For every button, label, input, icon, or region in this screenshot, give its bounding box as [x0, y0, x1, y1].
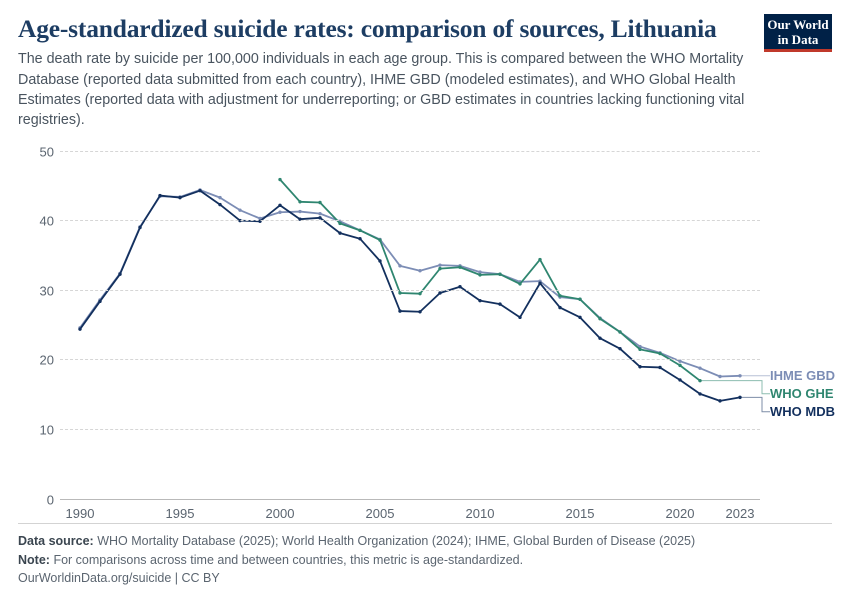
- series-point: [418, 310, 421, 313]
- series-point: [118, 272, 121, 275]
- x-axis-tick-label: 1995: [165, 505, 195, 521]
- series-point: [558, 305, 561, 308]
- series-point: [698, 392, 701, 395]
- x-axis-tick-label: 2000: [265, 505, 295, 521]
- gridline: [39, 213, 760, 229]
- x-axis-tick-label: 2010: [465, 505, 495, 521]
- series-point: [478, 298, 481, 301]
- series-point: [298, 209, 301, 212]
- series-point: [698, 366, 701, 369]
- series-point: [138, 225, 141, 228]
- series-point: [398, 309, 401, 312]
- series-point: [578, 297, 581, 300]
- gridline: [39, 422, 760, 438]
- series-point: [538, 281, 541, 284]
- legend-item-who-mdb[interactable]: WHO MDB: [770, 404, 835, 420]
- series-point: [678, 378, 681, 381]
- series-point: [638, 365, 641, 368]
- y-axis-tick-label: 10: [39, 422, 54, 438]
- series-point: [278, 177, 281, 180]
- series-point: [438, 266, 441, 269]
- chart-header: [18, 14, 832, 131]
- logo-line-1: Our World: [767, 17, 829, 32]
- series-point: [638, 347, 641, 350]
- series-point: [398, 264, 401, 267]
- y-axis-tick-label: 0: [46, 492, 54, 507]
- series-point: [598, 317, 601, 320]
- series-point: [318, 216, 321, 219]
- chart-area: [18, 143, 835, 521]
- series-point: [498, 302, 501, 305]
- data-source-line: [18, 532, 832, 551]
- legend-connector: [740, 397, 770, 411]
- series-point: [678, 363, 681, 366]
- series-point: [178, 195, 181, 198]
- gridline: [39, 352, 760, 368]
- data-source-text: WHO Mortality Database (2025); World Health Organization (2024); IHME, Global Burden of Disease (2025): [97, 533, 696, 548]
- chart-subtitle: The death rate by suicide per 100,000 individuals in each age group. This is compared between the WHO Mortality Database (reported data submitted from each country), IHME GBD (modeled estimates), and WHO Global Health Estimates (reported data with adjustment for underreporting; or GBD estimates in countries lacking functioning vital registries).: [18, 51, 745, 129]
- series-point: [578, 315, 581, 318]
- source-url[interactable]: OurWorldinData.org/suicide | CC BY: [18, 571, 220, 586]
- series-point: [718, 374, 721, 377]
- x-axis-tick-label: 2023: [725, 505, 755, 521]
- series-point: [558, 294, 561, 297]
- x-axis-tick-label: 1990: [65, 505, 95, 521]
- owid-logo[interactable]: [764, 14, 832, 52]
- series-point: [438, 263, 441, 266]
- y-axis-tick-label: 30: [39, 283, 54, 299]
- series-point: [78, 327, 81, 330]
- series-point: [498, 272, 501, 275]
- series-point: [158, 193, 161, 196]
- series-point: [618, 346, 621, 349]
- series-point: [318, 211, 321, 214]
- series-point: [378, 259, 381, 262]
- gridline: [39, 283, 760, 299]
- note-line: [18, 551, 832, 570]
- legend-item-who-ghe[interactable]: WHO GHE: [770, 386, 834, 402]
- series-point: [378, 238, 381, 241]
- logo-line-2: in Data: [777, 31, 819, 47]
- series-point: [358, 228, 361, 231]
- series-point: [458, 265, 461, 268]
- series-point: [518, 315, 521, 318]
- x-axis-tick-label: 2005: [365, 505, 395, 521]
- note-text: For comparisons across time and between countries, this metric is age-standardized.: [53, 552, 524, 567]
- series-point: [658, 365, 661, 368]
- series-point: [338, 231, 341, 234]
- series-point: [198, 188, 201, 191]
- series-point: [278, 210, 281, 213]
- series-point: [538, 257, 541, 260]
- series-point: [598, 336, 601, 339]
- series-point: [518, 282, 521, 285]
- legend-connector: [700, 380, 770, 393]
- series-point: [218, 202, 221, 205]
- series-line: [80, 190, 740, 400]
- y-axis-tick-label: 40: [39, 213, 54, 229]
- series-point: [398, 291, 401, 294]
- series-point: [438, 291, 441, 294]
- chart-footer: [18, 523, 832, 588]
- x-axis-tick-label: 2015: [565, 505, 595, 521]
- series-point: [658, 351, 661, 354]
- gridline: [46, 492, 760, 507]
- legend-item-ihme-gbd[interactable]: IHME GBD: [770, 368, 835, 384]
- series-point: [478, 273, 481, 276]
- series-point: [338, 221, 341, 224]
- series-point: [358, 236, 361, 239]
- series-point: [458, 285, 461, 288]
- page-title: Age-standardized suicide rates: comparison of sources, Lithuania: [18, 14, 717, 43]
- chart-lines: [60, 151, 760, 499]
- series-point: [718, 399, 721, 402]
- y-axis-tick-label: 50: [39, 144, 54, 159]
- series-point: [418, 291, 421, 294]
- x-axis-tick-label: 2020: [665, 505, 695, 521]
- y-axis-tick-label: 20: [39, 352, 54, 368]
- chart-plot: [39, 144, 760, 521]
- series-point: [238, 208, 241, 211]
- series-point: [98, 299, 101, 302]
- series-point: [318, 200, 321, 203]
- data-source-label: Data source:: [18, 533, 94, 548]
- series-point: [298, 200, 301, 203]
- series-point: [218, 195, 221, 198]
- note-label: Note:: [18, 552, 50, 567]
- series-point: [618, 330, 621, 333]
- gridline: [39, 144, 760, 159]
- series-point: [418, 269, 421, 272]
- series-point: [278, 203, 281, 206]
- series-line: [280, 179, 700, 380]
